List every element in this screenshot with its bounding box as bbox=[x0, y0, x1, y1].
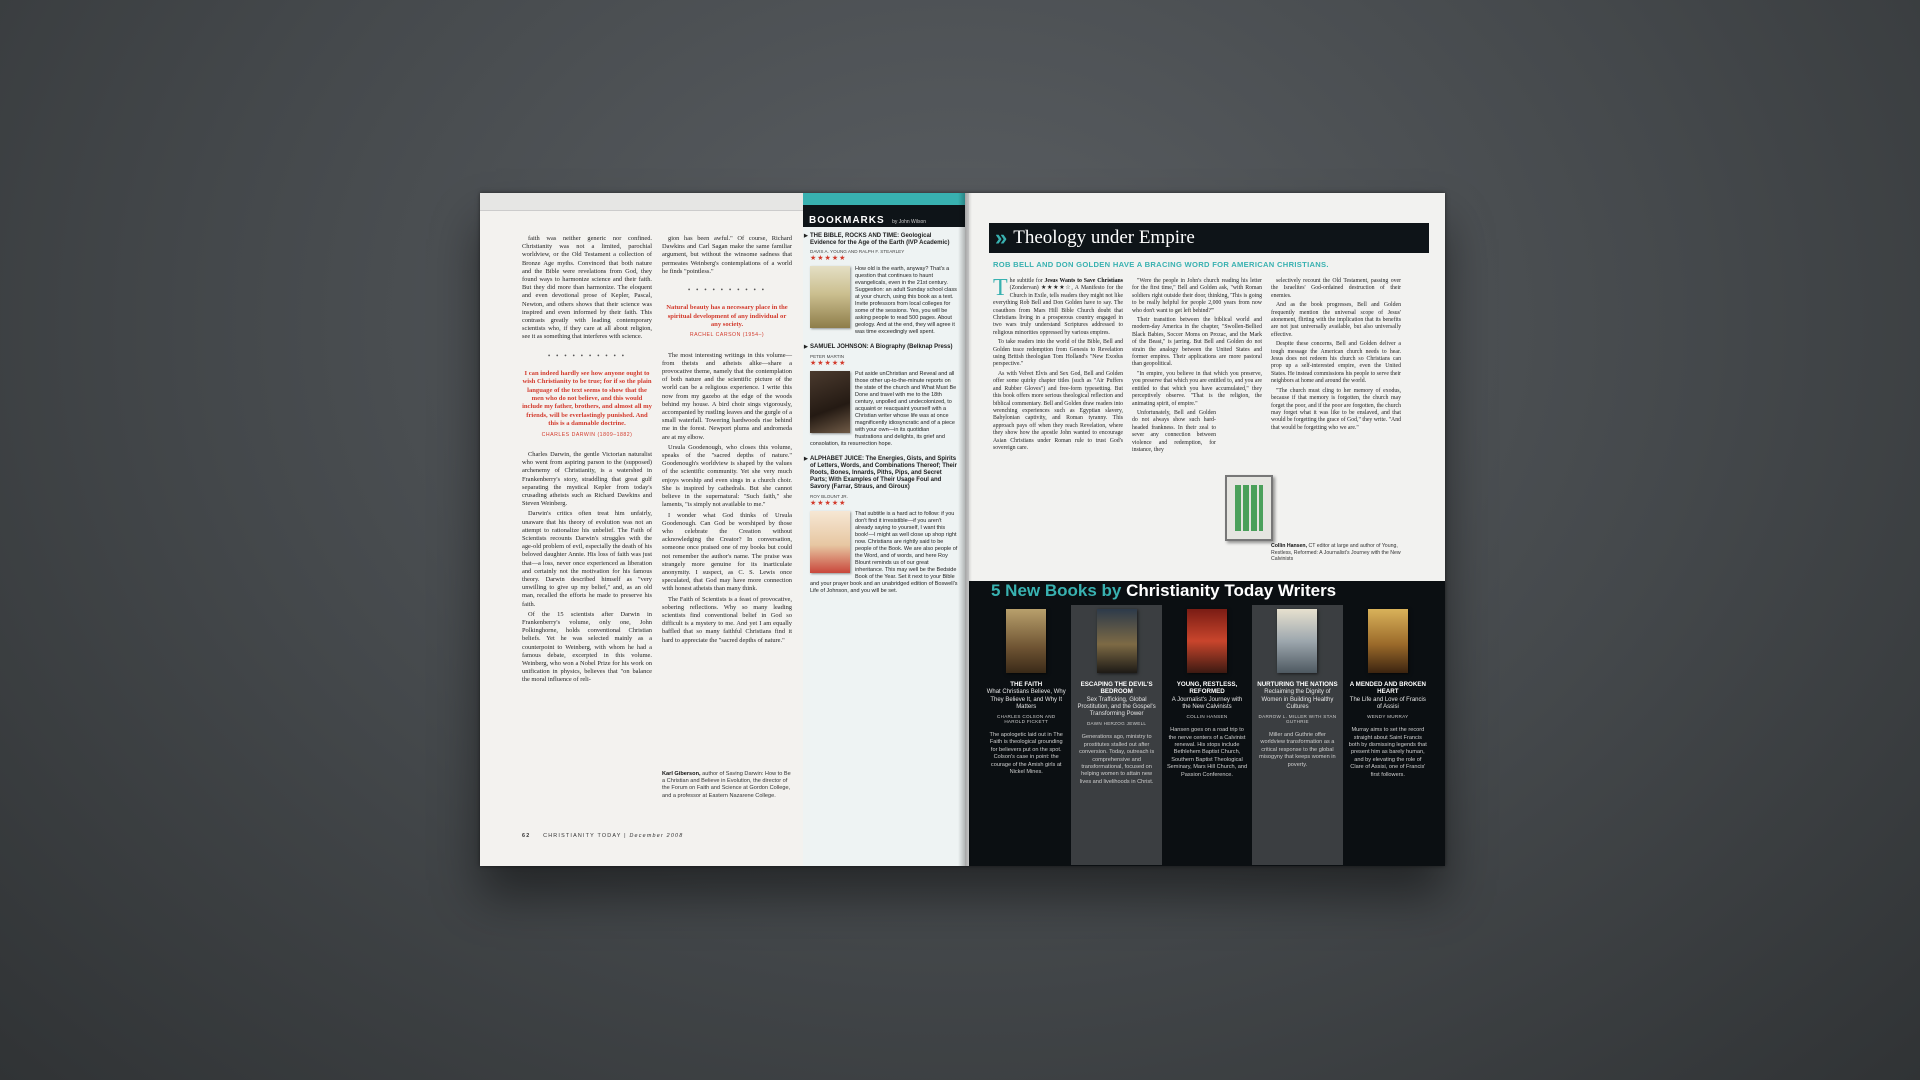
article-deck: ROB BELL AND DON GOLDEN HAVE A BRACING WORD FOR AMERICAN CHRISTIANS. bbox=[993, 260, 1329, 269]
body-paragraph: Unfortunately, Bell and Golden do not always show such hard-headed frankness. In their zeal to sever any connection between violence and redemption, for instance, they bbox=[1132, 409, 1216, 453]
section-divider: • • • • • • • • • • bbox=[547, 351, 627, 360]
book-blurb: The apologetic laid out in The Faith is theological grounding for believers put on the spot. Colson's case in point: the courage of the Amish girls at Nickel Mines. bbox=[989, 732, 1063, 776]
bookmarks-sidebar bbox=[803, 193, 965, 866]
author-bio-text: CT editor at large and author of Young, Restless, Reformed: A Journalist's Journey with the New Calvinists bbox=[1271, 543, 1401, 563]
new-books-heading-accent: 5 New Books by bbox=[991, 581, 1122, 600]
bookmark-body bbox=[810, 511, 958, 595]
bookmark-author: ROY BLOUNT JR. bbox=[810, 493, 848, 499]
bookmark-author: PETER MARTIN bbox=[810, 353, 845, 359]
footer-separator: | bbox=[624, 833, 627, 839]
book-title: THE FAITH bbox=[1010, 681, 1043, 688]
bookmark-entry bbox=[803, 227, 965, 338]
book-cover-image bbox=[810, 266, 850, 328]
book-subtitle: Sex Trafficking, Global Prostitution, and the Gospel's Transforming Power bbox=[1077, 696, 1156, 718]
issue-date: December 2008 bbox=[629, 833, 684, 839]
body-paragraph: Ursula Goodenough, who closes this volume, speaks of the "sacred depths of nature." Goodenough's worldview is shaped by the values of the scientific community. Yet she very much enjoys worship and even sings in a church choir. She is inspired by cathedrals. But she cannot believe in the supernatural: "Such faith," she laments, "is simply not available to me." bbox=[662, 443, 792, 509]
book-card bbox=[1162, 605, 1252, 865]
book-cover-image bbox=[810, 511, 850, 573]
right-column-1 bbox=[993, 275, 1124, 454]
book-cover-image bbox=[1187, 609, 1227, 673]
body-paragraph: The Faith of Scientists is a feast of provocative, sobering reflections. Why so many leading scientists find conventional belief in God so difficult is a mystery to me. And yet I am equally baffled that so many faithful Christians find it hard to appreciate the "sacred depths of nature." bbox=[662, 595, 792, 644]
book-blurb: Generations ago, ministry to prostitutes stalled out after conversion. Today, outreach is comprehensive and transformational, focused on helping women to attain new lives and livelihoods in Christ. bbox=[1079, 734, 1155, 785]
article-title: Theology under Empire bbox=[1013, 227, 1195, 248]
new-books-heading bbox=[991, 581, 1431, 603]
body-paragraph: Darwin's critics often treat him unfairly, unaware that his theory of evolution was not an attempt to rationalize his unbelief. The Faith of Scientists recounts Darwin's struggles with the age-old problem of evil, especially the death of his beloved daughter Annie. His loss of faith was just that—a loss, never once experienced as liberation and certainly not the motivation for his famous theory. Darwin described himself as "very unwilling to give up my belief," and, as an old man, recalled the efforts he made to preserve his faith. bbox=[522, 510, 652, 608]
book-card bbox=[1252, 605, 1342, 865]
book-title: YOUNG, RESTLESS, REFORMED bbox=[1176, 681, 1238, 696]
body-paragraph: selectively recount the Old Testament, passing over the Israelites' God-ordained destruction of their enemies. bbox=[1271, 278, 1401, 299]
bookmarks-header bbox=[803, 205, 965, 227]
book-cover-image bbox=[1225, 475, 1273, 541]
body-paragraph: Their transition between the biblical world and modern-day America in the chapter, "Swollen-Bellied Black Babies, Soccer Moms on Prozac, and the Mark of the Beast," is jarring. But Bell and Golden do not strain the analogy between the United States and former empires. Their applications are more pastoral than geopolitical. bbox=[1132, 317, 1262, 368]
body-paragraph: And as the book progresses, Bell and Golden frequently mention the universal scope of Jesus' atonement, flirting with the implication that its benefits are not just universally available, but also universally effective. bbox=[1271, 302, 1401, 338]
bookmark-review: Put aside unChristian and Reveal and all those other up-to-the-minute reports on the state of the church and What Must Be Done and travel with me to the 18th century, unpolled and undecolonized, to acquaint or reacquaint yourself with a Christian writer whose life was at once magnificently idiosyncratic and of a piece with your own—in its quotidian frustrations and delights, its grief and consolation, its resurrection hope. bbox=[810, 370, 957, 447]
book-card bbox=[1343, 605, 1433, 865]
drop-cap: T bbox=[993, 275, 1008, 301]
body-paragraph: "The church must cling to her memory of exodus, because if that memory is forgotten, the church may forget the poor, and if the poor are forgotten, the church may forget what it was like to be enslaved, and that would be forgetting the grace of God," they write. "And that would be forgetting who we are." bbox=[1271, 387, 1401, 431]
left-column-1 bbox=[522, 235, 652, 687]
right-column-2 bbox=[1132, 278, 1262, 456]
book-cover-image bbox=[1097, 609, 1137, 673]
book-cover-image bbox=[1006, 609, 1046, 673]
book-blurb: Hansen goes on a road trip to the nerve centers of a Calvinist renewal. His stops include Bethlehem Baptist Church, Southern Baptist Theological Seminary, Mars Hill Church, and Passion Conference. bbox=[1166, 727, 1248, 778]
author-name: Collin Hansen, bbox=[1271, 543, 1308, 549]
star-rating: ★★★★★ bbox=[810, 359, 847, 367]
body-paragraph: "In empire, you believe in that which you preserve, you preserve that which you are entitled to, and you are entitled to that which you have accumulated," they perceptively observe. "That is the religion, the animating spirit, of empire." bbox=[1132, 370, 1262, 407]
lead-text-continued: (Zondervan) ★★★★☆, A Manifesto for the Church in Exile, tells readers they might not like everything Rob Bell and Don Golden have to say. The coauthors from Mars Hill Bible Church doubt that Christians living in a prosperous country engaged in two wars truly understand Scriptures addressed to religious minorities oppressed by various empires. bbox=[993, 285, 1123, 336]
body-paragraph: "Were the people in John's church reading his letter for the first time," Bell and Golden ask, "with Roman soldiers right outside their door, thinking, 'This is going to be really helpful for people 2,000 years from now who don't want to get left behind?'" bbox=[1132, 278, 1262, 314]
book-blurb: Murray aims to set the record straight about Saint Francis both by dismissing legends that present him as barely human, and by elevating the role of Clare of Assisi, one of Francis' first followers. bbox=[1348, 727, 1427, 778]
author-bio bbox=[1271, 543, 1401, 563]
bookmark-body bbox=[810, 266, 958, 336]
bookmark-title: ▶ ALPHABET JUICE: The Energies, Gists, and Spirits of Letters, Words, and Combinations Thereof; Their Roots, Bones, Innards, Piths, Pips, and Secret Parts; With Examples of Their Usage Foul and Savory (Farrar, Straus, and Giroux) bbox=[810, 456, 958, 492]
body-paragraph: gion has been awful." Of course, Richard Dawkins and Carl Sagan make the same familiar argument, but without the winsome sadness that permeates Weinberg's contemplations of a world he finds "pointless." bbox=[662, 235, 792, 275]
body-paragraph: I wonder what God thinks of Ursula Goodenough. Can God be worshiped by those who celebrate the Creation without acknowledging the Creator? In conversation, someone once praised one of my books but could not remember the author's name. The praise was strangely more genuine for its inarticulate anonymity. I suspect, as C. S. Lewis once speculated, that God may have more connection with honest atheists than many think. bbox=[662, 511, 792, 593]
book-blurb: Miller and Guthrie offer worldview transformation as a critical response to the global misogyny that keeps women in poverty. bbox=[1259, 732, 1336, 768]
pull-quote: I can indeed hardly see how anyone ought to wish Christianity to be true; for if so the plain language of the text seems to show that the men who do not believe, and this would include my father, brothers, and almost all my friends, will be everlastingly punished. And this is a damnable doctrine. bbox=[522, 369, 652, 428]
pull-quote: Natural beauty has a necessary place in the spiritual development of any individual or any society. bbox=[666, 304, 788, 329]
book-authors: DARROW L. MILLER WITH STAN GUTHRIE bbox=[1258, 714, 1337, 725]
book-subtitle: The Life and Love of Francis of Assisi bbox=[1349, 696, 1426, 711]
book-authors: CHARLES COLSON AND HAROLD FICKETT bbox=[996, 714, 1056, 725]
book-authors: COLLIN HANSEN bbox=[1186, 714, 1228, 720]
new-books-heading-main: Christianity Today Writers bbox=[1126, 581, 1337, 600]
right-column-3 bbox=[1271, 278, 1401, 434]
bookmark-author: DAVIS A. YOUNG AND RALPH F. STEARLEY bbox=[810, 249, 905, 255]
reviewed-book-title: Jesus Wants to Save Christians bbox=[1044, 278, 1123, 284]
article-header bbox=[989, 223, 1429, 253]
bookmark-title: ▶ THE BIBLE, ROCKS AND TIME: Geological Evidence for the Age of the Earth (IVP Academic) bbox=[810, 233, 958, 247]
book-subtitle: Reclaiming the Dignity of Women in Building Healthy Cultures bbox=[1261, 689, 1334, 710]
book-title: A MENDED AND BROKEN HEART bbox=[1349, 681, 1426, 696]
lead-paragraph bbox=[993, 275, 1123, 337]
book-cover-art bbox=[1235, 485, 1263, 531]
book-subtitle: A Journalist's Journey with the New Calvinists bbox=[1171, 696, 1243, 711]
right-page bbox=[969, 193, 1445, 866]
left-column-2 bbox=[662, 235, 792, 647]
body-paragraph: Charles Darwin, the gentle Victorian naturalist who went from aspiring parson to the (supposed) archenemy of Christianity, is a watershed in Frankenberry's story, straddling that great gulf separating the mystical Kepler from today's crusading atheists such as Richard Dawkins and Steven Weinberg. bbox=[522, 450, 652, 508]
body-paragraph: Despite these concerns, Bell and Golden deliver a tough message the American church needs to hear. Jesus does not redeem his church so Christians can prop up a self-interested empire, even the United States. He instead commissions his people to serve their neighbors at home and around the world. bbox=[1271, 341, 1401, 385]
body-paragraph: To take readers into the world of the Bible, Bell and Golden trace redemption from Genesis to Revelation using British theologian Tom Holland's "New Exodus perspective." bbox=[993, 339, 1123, 368]
bookmark-title: ▶ SAMUEL JOHNSON: A Biography (Belknap Press) bbox=[810, 344, 958, 351]
pull-quote-attribution: RACHEL CARSON (1954–) bbox=[689, 332, 765, 339]
body-paragraph: The most interesting writings in this volume—from theists and atheists alike—share a provocative theme, namely that the contemplation of both nature and the scientific picture of the world can be a religious experience. I write this now from my gazebo at the edge of the woods behind my house. A bird choir sings vigorously, accompanied by rustling leaves and the gurgle of a small waterfall. Towering hardwoods rise behind me in the forest. Newport plums and andromeda are at my elbow. bbox=[662, 351, 792, 441]
book-cover-image bbox=[1277, 609, 1317, 673]
double-chevron-icon: » bbox=[995, 225, 1008, 250]
bookmarks-accent-bar bbox=[803, 193, 965, 205]
lead-text: he subtitle for bbox=[1009, 278, 1045, 284]
book-subtitle: What Christians Believe, Why They Believe It, and Why It Matters bbox=[986, 689, 1066, 710]
star-rating: ★★★★★ bbox=[810, 255, 847, 263]
book-card bbox=[981, 605, 1071, 865]
book-cover-image bbox=[1368, 609, 1408, 673]
page-gutter-shadow bbox=[958, 193, 972, 866]
page-number: 62 bbox=[522, 833, 531, 839]
author-bio bbox=[662, 771, 792, 800]
pull-quote-attribution: CHARLES DARWIN (1809–1882) bbox=[541, 431, 633, 438]
book-card bbox=[1071, 605, 1161, 865]
body-paragraph: faith was neither generic nor confined. Christianity was not a limited, parochial worldview, or the Old Testament a collection of Bronze Age myths. Convinced that both nature and the Bible were revelations from God, they found ways to harmonize science and their faith. But they did more than harmonize. The eloquent and even devotional prose of Kepler, Pascal, Newton, and others shows that their science was inspired and even informed by their faith. This contrasts greatly with leading contemporary scientists who, if they care at all about religion, see it as something that interferes with science. bbox=[522, 235, 652, 341]
bookmark-entry bbox=[803, 450, 965, 597]
bookmark-review: How old is the earth, anyway? That's a question that continues to haunt evangelicals, even in the 21st century. Suggestion: an adult Sunday school class at your church, using this book as a text. Invite professors from local colleges for some of the sessions. Yes, you will be asking people to read 500 pages. About geology. And at the end, they will agree it was time exceedingly well spent. bbox=[855, 266, 957, 336]
bookmark-entry bbox=[803, 338, 965, 449]
page-footer bbox=[522, 833, 683, 839]
magazine-spread bbox=[480, 193, 1445, 866]
bookmark-body bbox=[810, 371, 958, 448]
body-paragraph: As with Velvet Elvis and Sex God, Bell and Golden offer some quirky chapter titles (such as "Air Puffers and Rubber Gloves") and free-form typesetting. But this book offers more serious theological reflection and biblical commentary. Bell and Golden draw readers into wrenching experiences such as Egyptian slavery, Babylonian captivity, and Roman tyranny. This approach pays off when they reach Revelation, where they show how the apostle John wanted to encourage Asian Christians under Roman rule to trust God's sovereign care. bbox=[993, 370, 1124, 451]
new-books-list bbox=[981, 605, 1433, 865]
star-rating: ★★★★★ bbox=[810, 499, 847, 507]
author-bio-text: author of Saving Darwin: How to Be a Christian and Believe in Evolution, the director of the Forum on Faith and Science at Gordon College, and a professor at Eastern Nazarene College. bbox=[662, 771, 791, 799]
magazine-name: CHRISTIANITY TODAY bbox=[543, 833, 622, 839]
book-title: ESCAPING THE DEVIL'S BEDROOM bbox=[1080, 681, 1153, 696]
book-title: NURTURING THE NATIONS bbox=[1257, 681, 1338, 688]
author-name: Karl Giberson, bbox=[662, 771, 701, 777]
bookmarks-byline: by John Wilson bbox=[892, 219, 927, 225]
bookmark-review: That subtitle is a hard act to follow: if you don't find it irresistible—if you aren't already saying to yourself, I want this book!—I might as well close up shop right now. Christians are rightly said to be people of the Book. We are also people of the Word, and of words, and here Roy Blount reminds us of our great inheritance. This may well be the Bedside Book of the Year. Set it next to your Bible and your prayer book and an unabridged edition of Boswell's Life of Johnson, and you will be set. bbox=[810, 510, 958, 594]
book-cover-image bbox=[810, 371, 850, 433]
left-page bbox=[480, 193, 965, 866]
book-authors: WENDY MURRAY bbox=[1367, 714, 1409, 720]
new-books-panel bbox=[969, 581, 1445, 866]
book-authors: DAWN HERZOG JEWELL bbox=[1086, 721, 1147, 727]
bookmarks-title: BOOKMARKS bbox=[809, 215, 885, 226]
section-divider: • • • • • • • • • • bbox=[687, 286, 767, 295]
body-paragraph: Of the 15 scientists after Darwin in Frankenberry's volume, only one, John Polkinghorne, holds conventional Christian beliefs. Yet he was selected mainly as a counterpoint to Weinberg, with whom he had a famous debate, excerpted in this volume. Weinberg, who won a Nobel Prize for his work on unification in physics, believes that "on balance the moral influence of reli- bbox=[522, 610, 652, 684]
